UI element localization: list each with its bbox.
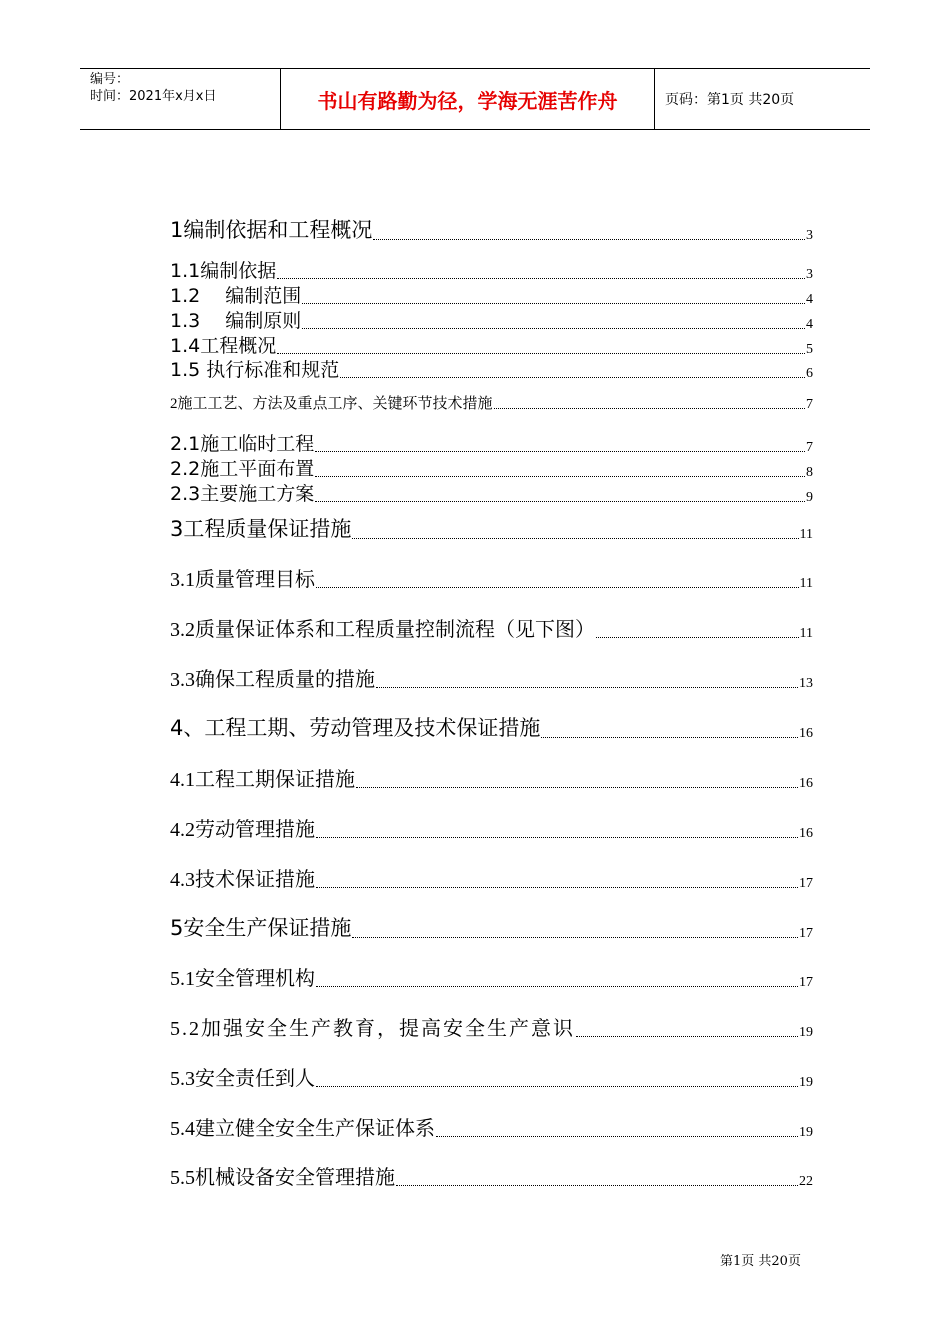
header-meta xyxy=(80,69,281,129)
toc-entry-page: 4 xyxy=(806,292,813,307)
toc-entry-page: 17 xyxy=(799,926,813,941)
toc-entry[interactable] xyxy=(170,256,813,283)
toc-leader xyxy=(277,277,805,279)
toc-leader xyxy=(376,686,798,688)
toc-leader xyxy=(373,238,805,240)
toc-entry-title: 4.1工程工期保证措施 xyxy=(170,769,355,791)
toc-entry-title: 5.5机械设备安全管理措施 xyxy=(170,1167,395,1189)
toc-entry-title: 1.5 执行标准和规范 xyxy=(170,359,340,381)
toc-entry-page: 7 xyxy=(806,397,813,412)
toc-entry-title: 3工程质量保证措施 xyxy=(170,517,352,541)
toc-entry[interactable] xyxy=(170,813,813,842)
toc-entry-title: 1.1编制依据 xyxy=(170,260,277,282)
toc-leader xyxy=(596,636,799,638)
toc-entry-title: 3.3确保工程质量的措施 xyxy=(170,669,375,691)
toc-leader xyxy=(316,886,798,888)
toc-leader xyxy=(356,786,798,788)
toc-leader xyxy=(436,1135,798,1137)
toc-entry-title: 2.2施工平面布置 xyxy=(170,458,315,480)
toc-leader xyxy=(315,500,805,502)
toc-leader xyxy=(316,985,798,987)
toc-leader xyxy=(340,376,805,378)
toc-entry[interactable] xyxy=(170,863,813,892)
toc-entry[interactable] xyxy=(170,763,813,792)
toc-entry-title: 5.2加强安全生产教育，提高安全生产意识 xyxy=(170,1018,575,1040)
toc-leader xyxy=(315,475,805,477)
toc-entry-title: 4、工程工期、劳动管理及技术保证措施 xyxy=(170,716,541,740)
toc-entry[interactable] xyxy=(170,479,813,506)
header-page-info: 页码：第1页 共20页 xyxy=(665,92,795,108)
toc-entry-title: 1.2 编制范围 xyxy=(170,285,302,307)
time-label: 时间：2021年x月x日 xyxy=(90,89,217,104)
number-label: 编号： xyxy=(90,72,130,87)
toc-leader xyxy=(352,936,798,938)
toc-leader xyxy=(316,1085,798,1087)
toc-entry-title: 5安全生产保证措施 xyxy=(170,916,352,940)
toc-entry[interactable] xyxy=(170,912,813,942)
toc-entry[interactable] xyxy=(170,281,813,308)
toc-leader xyxy=(316,586,799,588)
toc-entry[interactable] xyxy=(170,454,813,481)
header-motto: 书山有路勤为径，学海无涯苦作舟 xyxy=(281,69,655,129)
toc-entry-title: 5.3安全责任到人 xyxy=(170,1068,315,1090)
toc-entry-page: 6 xyxy=(806,366,813,381)
toc-entry-page: 7 xyxy=(806,440,813,455)
toc-entry[interactable] xyxy=(170,214,813,244)
toc-entry[interactable] xyxy=(170,513,813,543)
toc-leader xyxy=(541,736,798,738)
toc-entry-page: 4 xyxy=(806,317,813,332)
toc-entry-page: 11 xyxy=(799,576,813,591)
toc-entry-title: 2施工工艺、方法及重点工序、关键环节技术措施 xyxy=(170,396,493,412)
toc-entry[interactable] xyxy=(170,392,813,413)
toc-entry[interactable] xyxy=(170,1112,813,1141)
toc-entry[interactable] xyxy=(170,563,813,592)
toc-entry[interactable] xyxy=(170,712,813,742)
toc-entry-page: 9 xyxy=(806,490,813,505)
toc-entry[interactable] xyxy=(170,306,813,333)
toc-entry[interactable] xyxy=(170,1012,813,1041)
toc-entry-title: 5.4建立健全安全生产保证体系 xyxy=(170,1118,435,1140)
toc-entry[interactable] xyxy=(170,331,813,358)
page-header xyxy=(80,68,870,130)
toc-entry-page: 17 xyxy=(799,876,813,891)
toc-entry-title: 3.1质量管理目标 xyxy=(170,569,315,591)
toc-entry[interactable] xyxy=(170,962,813,991)
toc-entry-page: 3 xyxy=(806,228,813,243)
toc-entry-page: 8 xyxy=(806,465,813,480)
page-footer: 第1页 共20页 xyxy=(720,1254,801,1269)
toc-entry-title: 5.1安全管理机构 xyxy=(170,968,315,990)
toc-entry[interactable] xyxy=(170,1161,813,1190)
toc-entry[interactable] xyxy=(170,613,813,642)
toc-entry-page: 5 xyxy=(806,342,813,357)
toc-leader xyxy=(277,352,805,354)
toc-entry-title: 4.3技术保证措施 xyxy=(170,869,315,891)
toc-leader xyxy=(302,327,805,329)
toc-entry-page: 19 xyxy=(799,1125,813,1140)
toc-entry-page: 16 xyxy=(799,726,813,741)
toc-leader xyxy=(352,537,798,539)
toc-entry-title: 3.2质量保证体系和工程质量控制流程（见下图） xyxy=(170,619,595,641)
toc-entry-page: 16 xyxy=(799,776,813,791)
toc-entry[interactable] xyxy=(170,663,813,692)
toc-leader xyxy=(302,302,805,304)
toc-entry-page: 11 xyxy=(799,527,813,542)
toc-entry-title: 1编制依据和工程概况 xyxy=(170,218,373,242)
toc-entry[interactable] xyxy=(170,1062,813,1091)
toc-entry-title: 2.1施工临时工程 xyxy=(170,433,315,455)
toc-leader xyxy=(315,450,805,452)
toc-entry-title: 1.3 编制原则 xyxy=(170,310,302,332)
toc-entry-page: 19 xyxy=(799,1075,813,1090)
toc-leader xyxy=(576,1035,798,1037)
toc-entry-page: 16 xyxy=(799,826,813,841)
toc-entry-page: 11 xyxy=(799,626,813,641)
toc-leader xyxy=(396,1184,798,1186)
toc-entry-title: 4.2劳动管理措施 xyxy=(170,819,315,841)
toc-leader xyxy=(494,407,805,409)
toc-entry[interactable] xyxy=(170,429,813,456)
toc-entry-title: 2.3主要施工方案 xyxy=(170,483,315,505)
toc-entry[interactable] xyxy=(170,355,813,382)
toc-entry-page: 13 xyxy=(799,676,813,691)
toc-entry-page: 22 xyxy=(799,1174,813,1189)
toc-entry-title: 1.4工程概况 xyxy=(170,335,277,357)
toc-entry-page: 17 xyxy=(799,975,813,990)
toc-entry-page: 3 xyxy=(806,267,813,282)
toc-entry-page: 19 xyxy=(799,1025,813,1040)
toc-leader xyxy=(316,836,798,838)
